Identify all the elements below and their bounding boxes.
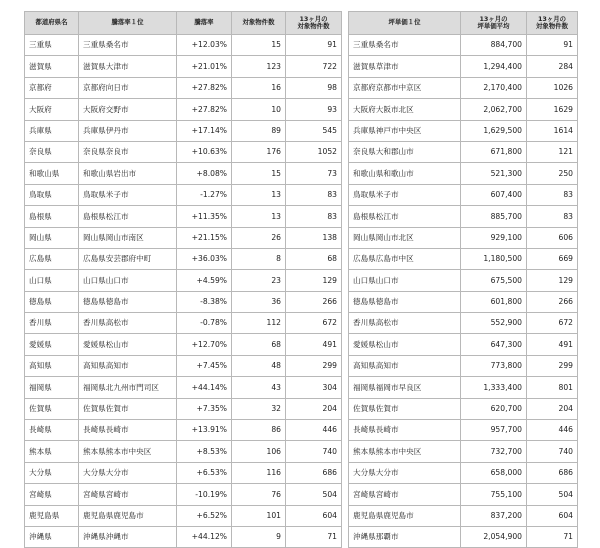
header-row	[25, 12, 578, 35]
cell-tsubo-rank1-city: 広島県広島市中区	[349, 248, 461, 269]
cell-props13: 98	[286, 77, 342, 98]
cell-properties: 16	[232, 77, 286, 98]
cell-prefecture: 兵庫県	[25, 120, 79, 141]
cell-properties: 15	[232, 35, 286, 56]
cell-props13: 299	[286, 355, 342, 376]
header-avg13-line1: 13ヶ月の	[479, 14, 508, 23]
column-gap	[342, 484, 349, 505]
cell-avg13: 2,062,700	[461, 99, 527, 120]
cell-drop-rate: +44.12%	[177, 526, 232, 547]
cell-avg13: 773,800	[461, 355, 527, 376]
cell-prefecture: 福岡県	[25, 377, 79, 398]
cell-properties: 10	[232, 99, 286, 120]
column-gap	[342, 526, 349, 547]
cell-props13: 722	[286, 56, 342, 77]
column-gap	[342, 120, 349, 141]
cell-props13b: 801	[527, 377, 578, 398]
column-gap	[342, 163, 349, 184]
cell-props13b: 446	[527, 420, 578, 441]
cell-drop-rate: +11.35%	[177, 206, 232, 227]
cell-props13: 83	[286, 184, 342, 205]
column-gap	[342, 355, 349, 376]
table-row	[25, 184, 578, 205]
cell-props13b: 121	[527, 141, 578, 162]
cell-drop-rank1-city: 香川県高松市	[79, 313, 177, 334]
cell-props13b: 491	[527, 334, 578, 355]
cell-properties: 68	[232, 334, 286, 355]
cell-drop-rate: +44.14%	[177, 377, 232, 398]
column-gap	[342, 35, 349, 56]
cell-props13: 71	[286, 526, 342, 547]
cell-avg13: 675,500	[461, 270, 527, 291]
cell-drop-rate: +10.63%	[177, 141, 232, 162]
cell-props13: 266	[286, 291, 342, 312]
table-row	[25, 355, 578, 376]
cell-prefecture: 鹿児島県	[25, 505, 79, 526]
cell-avg13: 885,700	[461, 206, 527, 227]
cell-drop-rank1-city: 宮崎県宮崎市	[79, 484, 177, 505]
cell-prefecture: 徳島県	[25, 291, 79, 312]
cell-props13b: 129	[527, 270, 578, 291]
cell-drop-rank1-city: 福岡県北九州市門司区	[79, 377, 177, 398]
column-gap	[342, 206, 349, 227]
table-row	[25, 334, 578, 355]
cell-drop-rate: +12.70%	[177, 334, 232, 355]
cell-avg13: 552,900	[461, 313, 527, 334]
cell-drop-rate: +21.01%	[177, 56, 232, 77]
cell-drop-rate: +17.14%	[177, 120, 232, 141]
cell-drop-rank1-city: 和歌山県岩出市	[79, 163, 177, 184]
cell-avg13: 1,294,400	[461, 56, 527, 77]
cell-props13: 545	[286, 120, 342, 141]
cell-properties: 112	[232, 313, 286, 334]
cell-props13b: 250	[527, 163, 578, 184]
cell-drop-rank1-city: 鳥取県米子市	[79, 184, 177, 205]
cell-props13: 129	[286, 270, 342, 291]
cell-tsubo-rank1-city: 大分県大分市	[349, 462, 461, 483]
cell-properties: 43	[232, 377, 286, 398]
cell-prefecture: 京都府	[25, 77, 79, 98]
cell-props13b: 606	[527, 227, 578, 248]
table-row	[25, 377, 578, 398]
header-tsubo-rank1: 坪単価１位	[349, 12, 461, 35]
cell-props13b: 740	[527, 441, 578, 462]
cell-avg13: 620,700	[461, 398, 527, 419]
cell-drop-rank1-city: 三重県桑名市	[79, 35, 177, 56]
cell-drop-rank1-city: 岡山県岡山市南区	[79, 227, 177, 248]
table-row	[25, 56, 578, 77]
cell-drop-rank1-city: 熊本県熊本市中央区	[79, 441, 177, 462]
cell-tsubo-rank1-city: 大阪府大阪市北区	[349, 99, 461, 120]
header-drop-rank1: 騰落率１位	[79, 12, 177, 35]
cell-props13b: 604	[527, 505, 578, 526]
cell-drop-rank1-city: 沖縄県沖縄市	[79, 526, 177, 547]
cell-prefecture: 熊本県	[25, 441, 79, 462]
cell-avg13: 1,180,500	[461, 248, 527, 269]
cell-drop-rank1-city: 兵庫県伊丹市	[79, 120, 177, 141]
table-row	[25, 227, 578, 248]
cell-prefecture: 滋賀県	[25, 56, 79, 77]
cell-props13: 93	[286, 99, 342, 120]
cell-drop-rank1-city: 山口県山口市	[79, 270, 177, 291]
column-gap	[342, 12, 349, 35]
cell-tsubo-rank1-city: 兵庫県神戸市中央区	[349, 120, 461, 141]
table-row	[25, 313, 578, 334]
cell-drop-rank1-city: 佐賀県佐賀市	[79, 398, 177, 419]
header-props13	[286, 12, 342, 35]
cell-properties: 13	[232, 184, 286, 205]
cell-prefecture: 和歌山県	[25, 163, 79, 184]
cell-properties: 8	[232, 248, 286, 269]
cell-avg13: 2,170,400	[461, 77, 527, 98]
column-gap	[342, 313, 349, 334]
cell-avg13: 601,800	[461, 291, 527, 312]
cell-avg13: 658,000	[461, 462, 527, 483]
cell-drop-rate: +6.53%	[177, 462, 232, 483]
cell-prefecture: 宮崎県	[25, 484, 79, 505]
cell-drop-rank1-city: 広島県安芸郡府中町	[79, 248, 177, 269]
cell-avg13: 1,333,400	[461, 377, 527, 398]
cell-props13: 304	[286, 377, 342, 398]
column-gap	[342, 56, 349, 77]
cell-tsubo-rank1-city: 佐賀県佐賀市	[349, 398, 461, 419]
cell-avg13: 607,400	[461, 184, 527, 205]
cell-drop-rate: +12.03%	[177, 35, 232, 56]
cell-props13b: 299	[527, 355, 578, 376]
cell-tsubo-rank1-city: 沖縄県那覇市	[349, 526, 461, 547]
header-prefecture: 都道府県名	[25, 12, 79, 35]
cell-props13: 1052	[286, 141, 342, 162]
table-row	[25, 398, 578, 419]
header-props13-line2: 対象物件数	[297, 22, 330, 30]
cell-properties: 89	[232, 120, 286, 141]
cell-props13: 73	[286, 163, 342, 184]
header-avg13	[461, 12, 527, 35]
cell-properties: 26	[232, 227, 286, 248]
cell-properties: 36	[232, 291, 286, 312]
cell-drop-rank1-city: 大分県大分市	[79, 462, 177, 483]
cell-avg13: 732,700	[461, 441, 527, 462]
cell-prefecture: 奈良県	[25, 141, 79, 162]
header-props13b-line2: 対象物件数	[536, 22, 568, 30]
cell-properties: 32	[232, 398, 286, 419]
cell-drop-rate: +8.08%	[177, 163, 232, 184]
cell-avg13: 521,300	[461, 163, 527, 184]
cell-drop-rank1-city: 鹿児島県鹿児島市	[79, 505, 177, 526]
table-row	[25, 99, 578, 120]
cell-drop-rank1-city: 滋賀県大津市	[79, 56, 177, 77]
cell-props13: 446	[286, 420, 342, 441]
column-gap	[342, 270, 349, 291]
cell-props13b: 672	[527, 313, 578, 334]
cell-tsubo-rank1-city: 香川県高松市	[349, 313, 461, 334]
cell-avg13: 957,700	[461, 420, 527, 441]
cell-properties: 9	[232, 526, 286, 547]
table-row	[25, 462, 578, 483]
table-row	[25, 484, 578, 505]
column-gap	[342, 377, 349, 398]
cell-tsubo-rank1-city: 岡山県岡山市北区	[349, 227, 461, 248]
cell-avg13: 647,300	[461, 334, 527, 355]
cell-props13b: 284	[527, 56, 578, 77]
cell-drop-rate: +36.03%	[177, 248, 232, 269]
cell-prefecture: 島根県	[25, 206, 79, 227]
cell-props13b: 91	[527, 35, 578, 56]
cell-props13: 672	[286, 313, 342, 334]
table-row	[25, 248, 578, 269]
cell-properties: 101	[232, 505, 286, 526]
cell-drop-rate: +27.82%	[177, 77, 232, 98]
header-props13b-line1: 13ヶ月の	[537, 14, 567, 23]
cell-properties: 48	[232, 355, 286, 376]
header-properties: 対象物件数	[232, 12, 286, 35]
cell-prefecture: 香川県	[25, 313, 79, 334]
cell-avg13: 671,800	[461, 141, 527, 162]
column-gap	[342, 441, 349, 462]
cell-drop-rate: +8.53%	[177, 441, 232, 462]
cell-props13b: 1614	[527, 120, 578, 141]
cell-properties: 23	[232, 270, 286, 291]
cell-props13: 604	[286, 505, 342, 526]
cell-props13: 91	[286, 35, 342, 56]
cell-tsubo-rank1-city: 鳥取県米子市	[349, 184, 461, 205]
column-gap	[342, 420, 349, 441]
table-row	[25, 77, 578, 98]
cell-tsubo-rank1-city: 和歌山県和歌山市	[349, 163, 461, 184]
cell-props13b: 204	[527, 398, 578, 419]
cell-props13b: 266	[527, 291, 578, 312]
table-row	[25, 120, 578, 141]
cell-drop-rate: +4.59%	[177, 270, 232, 291]
cell-drop-rank1-city: 徳島県徳島市	[79, 291, 177, 312]
cell-tsubo-rank1-city: 熊本県熊本市中央区	[349, 441, 461, 462]
header-props13-line1: 13ヶ月の	[299, 14, 328, 23]
cell-drop-rank1-city: 大阪府交野市	[79, 99, 177, 120]
cell-props13b: 504	[527, 484, 578, 505]
cell-props13b: 83	[527, 206, 578, 227]
cell-tsubo-rank1-city: 福岡県福岡市早良区	[349, 377, 461, 398]
cell-tsubo-rank1-city: 京都府京都市中京区	[349, 77, 461, 98]
cell-props13b: 71	[527, 526, 578, 547]
table-row	[25, 441, 578, 462]
cell-drop-rate: +13.91%	[177, 420, 232, 441]
column-gap	[342, 334, 349, 355]
data-table-container	[24, 11, 577, 548]
column-gap	[342, 77, 349, 98]
cell-prefecture: 大阪府	[25, 99, 79, 120]
cell-tsubo-rank1-city: 奈良県大和郡山市	[349, 141, 461, 162]
cell-props13: 740	[286, 441, 342, 462]
cell-props13: 491	[286, 334, 342, 355]
cell-props13: 204	[286, 398, 342, 419]
column-gap	[342, 141, 349, 162]
cell-tsubo-rank1-city: 滋賀県草津市	[349, 56, 461, 77]
cell-properties: 116	[232, 462, 286, 483]
header-drop-rate: 騰落率	[177, 12, 232, 35]
cell-drop-rate: +7.35%	[177, 398, 232, 419]
column-gap	[342, 398, 349, 419]
cell-tsubo-rank1-city: 三重県桑名市	[349, 35, 461, 56]
cell-prefecture: 山口県	[25, 270, 79, 291]
cell-properties: 76	[232, 484, 286, 505]
header-avg13-line2: 坪単価平均	[477, 22, 510, 30]
cell-props13b: 669	[527, 248, 578, 269]
cell-avg13: 884,700	[461, 35, 527, 56]
cell-prefecture: 鳥取県	[25, 184, 79, 205]
cell-drop-rate: -1.27%	[177, 184, 232, 205]
cell-drop-rate: -0.78%	[177, 313, 232, 334]
column-gap	[342, 462, 349, 483]
cell-drop-rate: +6.52%	[177, 505, 232, 526]
table-row	[25, 291, 578, 312]
column-gap	[342, 99, 349, 120]
table-row	[25, 526, 578, 547]
cell-drop-rank1-city: 愛媛県松山市	[79, 334, 177, 355]
cell-props13b: 1026	[527, 77, 578, 98]
cell-tsubo-rank1-city: 愛媛県松山市	[349, 334, 461, 355]
cell-prefecture: 長崎県	[25, 420, 79, 441]
cell-prefecture: 三重県	[25, 35, 79, 56]
cell-tsubo-rank1-city: 鹿児島県鹿児島市	[349, 505, 461, 526]
cell-avg13: 2,054,900	[461, 526, 527, 547]
table-row	[25, 420, 578, 441]
cell-drop-rank1-city: 奈良県奈良市	[79, 141, 177, 162]
cell-tsubo-rank1-city: 島根県松江市	[349, 206, 461, 227]
header-props13b	[527, 12, 578, 35]
cell-properties: 123	[232, 56, 286, 77]
cell-tsubo-rank1-city: 徳島県徳島市	[349, 291, 461, 312]
cell-props13: 686	[286, 462, 342, 483]
cell-drop-rank1-city: 京都府向日市	[79, 77, 177, 98]
cell-prefecture: 愛媛県	[25, 334, 79, 355]
cell-tsubo-rank1-city: 宮崎県宮崎市	[349, 484, 461, 505]
price-table	[24, 11, 578, 548]
cell-tsubo-rank1-city: 長崎県長崎市	[349, 420, 461, 441]
cell-avg13: 755,100	[461, 484, 527, 505]
cell-avg13: 837,200	[461, 505, 527, 526]
cell-prefecture: 高知県	[25, 355, 79, 376]
cell-prefecture: 広島県	[25, 248, 79, 269]
column-gap	[342, 291, 349, 312]
cell-avg13: 1,629,500	[461, 120, 527, 141]
cell-prefecture: 佐賀県	[25, 398, 79, 419]
column-gap	[342, 184, 349, 205]
cell-properties: 106	[232, 441, 286, 462]
cell-props13: 68	[286, 248, 342, 269]
cell-props13: 504	[286, 484, 342, 505]
cell-props13: 83	[286, 206, 342, 227]
cell-props13b: 686	[527, 462, 578, 483]
table-row	[25, 141, 578, 162]
cell-drop-rank1-city: 島根県松江市	[79, 206, 177, 227]
cell-properties: 176	[232, 141, 286, 162]
cell-prefecture: 大分県	[25, 462, 79, 483]
cell-properties: 13	[232, 206, 286, 227]
column-gap	[342, 227, 349, 248]
cell-drop-rank1-city: 高知県高知市	[79, 355, 177, 376]
column-gap	[342, 248, 349, 269]
cell-avg13: 929,100	[461, 227, 527, 248]
table-row	[25, 35, 578, 56]
table-body	[25, 35, 578, 548]
cell-props13b: 1629	[527, 99, 578, 120]
cell-properties: 15	[232, 163, 286, 184]
cell-tsubo-rank1-city: 高知県高知市	[349, 355, 461, 376]
cell-prefecture: 岡山県	[25, 227, 79, 248]
table-row	[25, 206, 578, 227]
table-row	[25, 505, 578, 526]
cell-props13b: 83	[527, 184, 578, 205]
cell-prefecture: 沖縄県	[25, 526, 79, 547]
cell-drop-rate: +7.45%	[177, 355, 232, 376]
cell-drop-rate: -10.19%	[177, 484, 232, 505]
column-gap	[342, 505, 349, 526]
table-row	[25, 163, 578, 184]
cell-drop-rate: -8.38%	[177, 291, 232, 312]
cell-drop-rank1-city: 長崎県長崎市	[79, 420, 177, 441]
cell-properties: 86	[232, 420, 286, 441]
table-row	[25, 270, 578, 291]
cell-drop-rate: +27.82%	[177, 99, 232, 120]
cell-tsubo-rank1-city: 山口県山口市	[349, 270, 461, 291]
cell-drop-rate: +21.15%	[177, 227, 232, 248]
cell-props13: 138	[286, 227, 342, 248]
